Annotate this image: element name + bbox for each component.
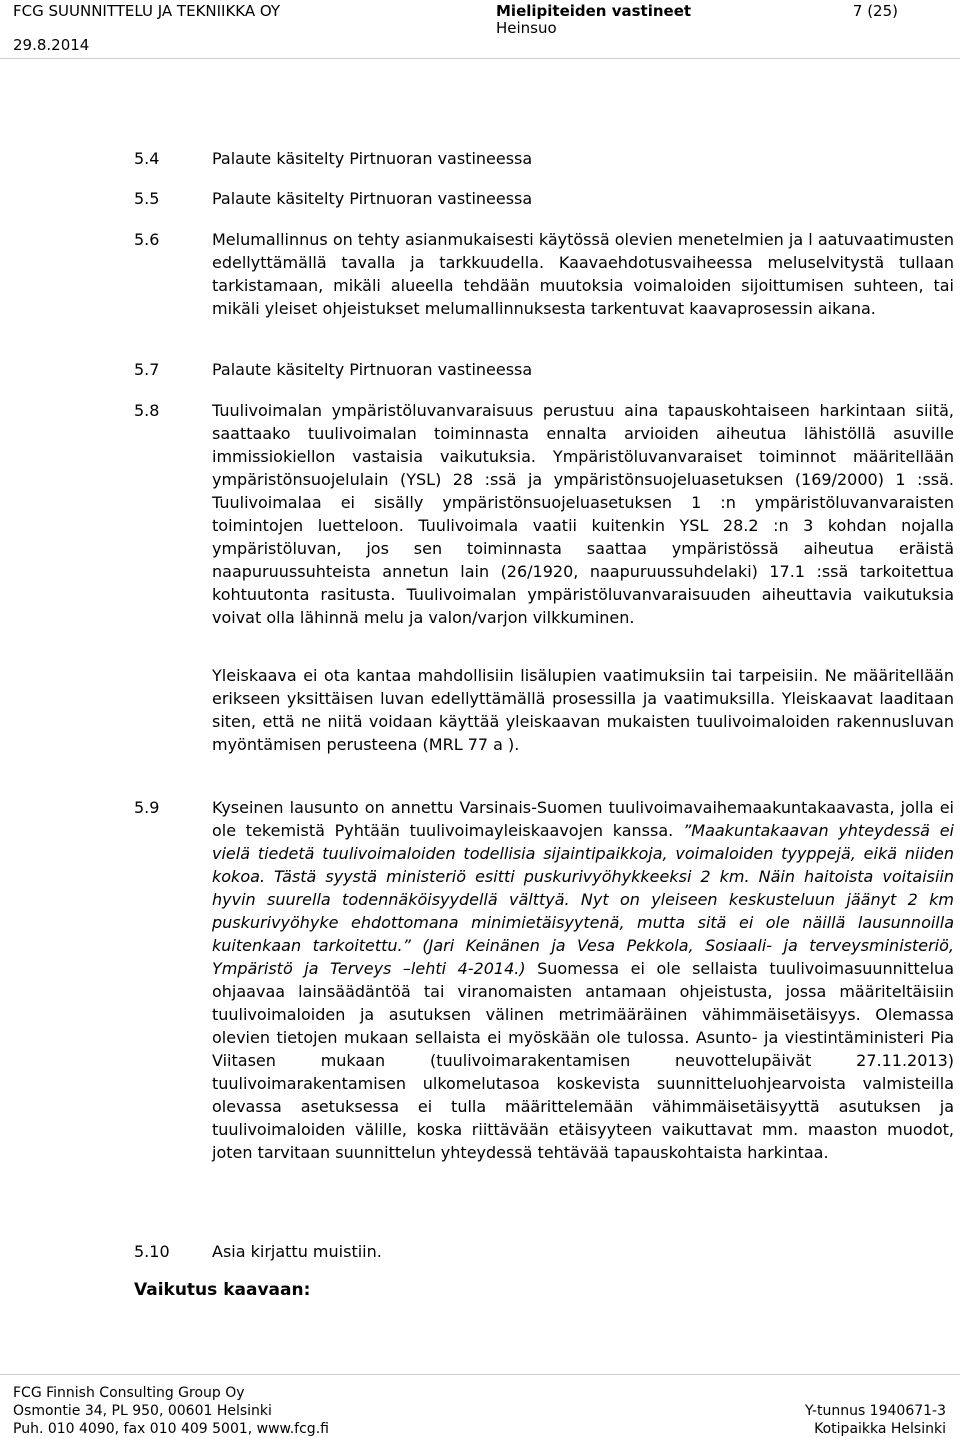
- section-text-part: Suomessa ei ole sellaista tuulivoimasuunnittelua ohjaavaa lainsäädäntöä tai viranomaisten antamaan ohjeistusta, jossa määriteltäisiin tuulivoimaloiden ja asutuksen välinen metrimääräinen vähimmäisetäisyys. Olemassa olevien tietojen mukaan sellaista ei myöskään ole tulossa. Asunto- ja viestintäministeri Pia Viitasen mukaan (tuulivoimarakentamisen neuvottelupäivät 27.11.2013) tuulivoimarakentamisen ulkomelutasoa koskevista suunnitteluohjearvoista valmisteilla olevassa asetuksessa ei tulla määrittelemään vähimmäisetäisyyttä asutuksen ja tuulivoimaloiden välille, koska riittävään etäisyyteen vaikuttavat mm. maaston muodot, joten tarvitaan suunnittelun yhteydessä tehtävää tapauskohtaista harkintaa.: [212, 959, 954, 1162]
- section-number: 5.4: [134, 149, 160, 168]
- section-5-7: [134, 358, 954, 381]
- section-text-part: Kyseinen lausunto on annettu Varsinais-Suomen tuulivoimavaihemaakuntakaavasta, jolla ei ole tekemistä Pyhtään tuulivoimayleiskaavojen kanssa.: [212, 798, 954, 840]
- footer-domicile: Kotipaikka Helsinki: [814, 1421, 946, 1437]
- page-footer: [0, 1374, 960, 1438]
- header-title: Mielipiteiden vastineet: [496, 2, 692, 20]
- footer-business-id: Y-tunnus 1940671-3: [805, 1403, 946, 1419]
- header-page-number: 7 (25): [852, 2, 898, 20]
- impact-heading: Vaikutus kaavaan:: [134, 1280, 311, 1300]
- section-text: Tuulivoimalan ympäristöluvanvaraisuus perustuu aina tapauskohtaiseen harkintaan siitä, saattaako tuulivoimalan toiminnasta ennalta arvioiden aiheutua lähistöllä asuville immissiokiellon vastaisia vaikutuksia. Ympäristöluvanvaraiset toiminnot määritellään ympäristönsuojelulain (YSL) 28 :ssä ja ympäristönsuojeluasetuksen (169/2000) 1 :ssä. Tuulivoimalaa ei sisälly ympäristönsuojeluasetuksen 1 :n ympäristöluvanvaraisten toimintojen luetteloon. Tuulivoimala vaatii kuitenkin YSL 28.2 :n 3 kohdan nojalla ympäristöluvan, jos sen toiminnasta saattaa ympäristössä aiheutua eräistä naapuruussuhteista annetun lain (26/1920, naapuruussuhdelaki) 17.1 :ssä tarkoitettua kohtuutonta rasitusta. Tuulivoimalan ympäristöluvanvaraisuuden aiheuttavia vaikutuksia voivat olla lähinnä melu ja valon/varjon vilkkuminen.: [212, 401, 954, 627]
- section-5-6: [134, 228, 954, 320]
- section-number: 5.10: [134, 1242, 170, 1261]
- section-number: 5.9: [134, 798, 160, 817]
- section-5-8: [134, 399, 954, 629]
- section-5-9: [134, 796, 954, 1164]
- section-text: Palaute käsitelty Pirtnuoran vastineessa: [212, 149, 533, 168]
- footer-address: Osmontie 34, PL 950, 00601 Helsinki: [13, 1403, 272, 1419]
- section-text: Palaute käsitelty Pirtnuoran vastineessa: [212, 189, 533, 208]
- header-date: 29.8.2014: [13, 36, 90, 54]
- section-text: Asia kirjattu muistiin.: [212, 1242, 382, 1261]
- section-text: [212, 796, 954, 1164]
- header-location: Heinsuo: [496, 19, 557, 37]
- section-text: Palaute käsitelty Pirtnuoran vastineessa: [212, 360, 533, 379]
- section-5-5: [134, 187, 954, 210]
- section-text: Melumallinnus on tehty asianmukaisesti käytössä olevien menetelmien ja l aatuvaatimusten edellyttämällä tavalla ja tarkkuudella. Kaavaehdotusvaiheessa meluselvitystä tullaan tarkistamaan, mikäli alueella tehdään muutoksia voimaloiden sijoittumisen suhteen, tai mikäli yleiset ohjeistukset melumallinnuksesta tarkentuvat kaavaprosessin aikana.: [212, 230, 954, 318]
- header-divider: [0, 58, 960, 59]
- footer-divider: [0, 1374, 960, 1375]
- section-number: 5.6: [134, 230, 160, 249]
- quoted-statement: ”Maakuntakaavan yhteydessä ei vielä tiedetä tuulivoimaloiden todellisia sijaintipaikkoja, voimaloiden tyyppejä, eikä niiden kokoa. Tästä syystä ministeriö esitti puskurivyöhykkeeksi 2 km. Näin haitoista voitaisiin hyvin suurella todennäköisyydellä välttyä. Nyt on yleiseen keskusteluun jäänyt 2 km puskurivyöhyke ehdottomana minimietäisyytenä, mutta sitä ei ole näillä lausunnoilla kuitenkaan tarkoitettu.” (Jari Keinänen ja Vesa Pekkola, Sosiaali- ja terveysministeriö, Ympäristö ja Terveys –lehti 4-2014.): [212, 821, 955, 978]
- section-number: 5.5: [134, 189, 160, 208]
- section-5-10: [134, 1240, 954, 1263]
- section-number: 5.8: [134, 401, 160, 420]
- header-company: FCG SUUNNITTELU JA TEKNIIKKA OY: [13, 2, 281, 20]
- footer-company-name: FCG Finnish Consulting Group Oy: [13, 1385, 245, 1401]
- page-header: [0, 0, 960, 60]
- yleiskaava-paragraph: Yleiskaava ei ota kantaa mahdollisiin lisälupien vaatimuksiin tai tarpeisiin. Ne määritellään erikseen yksittäisen luvan edellyttämällä prosessilla ja vaatimuksilla. Yleiskaavat laaditaan siten, että ne niitä voidaan käyttää yleiskaavan mukaisten tuulivoimaloiden rakennusluvan myöntämisen perusteena (MRL 77 a ).: [212, 666, 954, 754]
- section-number: 5.7: [134, 360, 160, 379]
- footer-contact: Puh. 010 4090, fax 010 409 5001, www.fcg.fi: [13, 1421, 329, 1437]
- section-5-4: [134, 147, 954, 170]
